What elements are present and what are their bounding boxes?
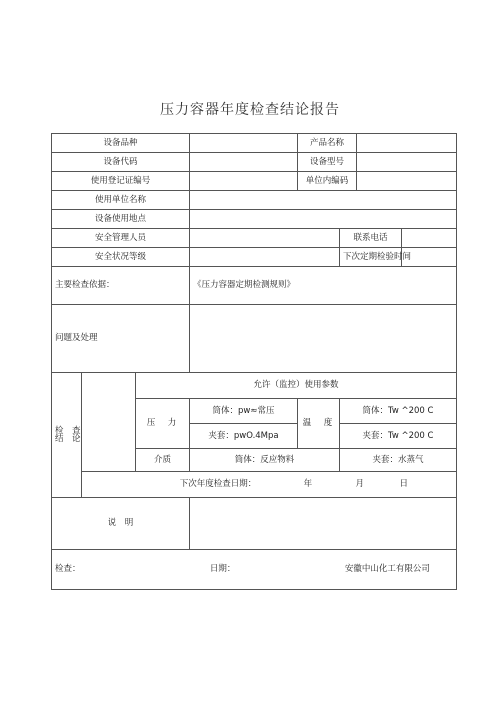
- registration-no-value[interactable]: [190, 172, 298, 191]
- row-footer: [52, 550, 457, 590]
- location-value[interactable]: [190, 210, 457, 229]
- location-label: 设备使用地点: [52, 210, 190, 229]
- problems-label: 问题及处理: [52, 305, 190, 373]
- row-location: [52, 210, 457, 229]
- row-next-date: [52, 472, 457, 498]
- equipment-model-label: 设备型号: [298, 153, 357, 172]
- date-label: 日期：: [209, 564, 236, 575]
- safety-manager-label: 安全管理人员: [52, 229, 190, 248]
- row-equipment-code: [52, 153, 457, 172]
- row-basis: [52, 267, 457, 305]
- report-table: [51, 133, 457, 590]
- conclusion-spacer: [82, 373, 136, 472]
- safety-grade-value[interactable]: [190, 248, 340, 267]
- conclusion-label: [52, 373, 82, 498]
- params-title: 允许（监控）使用参数: [136, 373, 457, 399]
- row-note: [52, 498, 457, 550]
- medium-shell: 筒体：反应物料: [190, 449, 340, 472]
- basis-value: 《压力容器定期检测规则》: [190, 267, 457, 305]
- pressure-shell: 筒体：pw≈常压: [190, 399, 298, 424]
- inspector-label: 检查：: [55, 564, 81, 575]
- next-date-year: 年: [303, 479, 313, 490]
- footer-cell: [52, 550, 457, 590]
- row-equipment-type: [52, 134, 457, 153]
- pressure-label: 压 力: [136, 399, 190, 449]
- note-label: 说 明: [52, 498, 190, 550]
- medium-jacket: 夹套：水蒸气: [340, 449, 457, 472]
- row-registration: [52, 172, 457, 191]
- next-date-cell: [82, 472, 457, 498]
- medium-label: 介质: [136, 449, 190, 472]
- company-name: 安徽中山化工有限公司: [344, 564, 430, 575]
- temperature-shell: 筒体：Tw ^200 C: [340, 399, 457, 424]
- safety-manager-value[interactable]: [190, 229, 340, 248]
- next-inspection-label: 下次定期检验时间: [340, 248, 402, 267]
- equipment-type-value[interactable]: [190, 134, 298, 153]
- internal-no-value[interactable]: [357, 172, 457, 191]
- row-safety-grade: [52, 248, 457, 267]
- user-unit-label: 使用单位名称: [52, 191, 190, 210]
- next-date-day: 日: [399, 479, 408, 490]
- row-user-unit: [52, 191, 457, 210]
- equipment-code-value[interactable]: [190, 153, 298, 172]
- pressure-jacket: 夹套：pwO.4Mpa: [190, 424, 298, 449]
- equipment-type-label: 设备品种: [52, 134, 190, 153]
- row-problems: [52, 305, 457, 373]
- temperature-jacket: 夹套：Tw ^200 C: [340, 424, 457, 449]
- problems-value[interactable]: [190, 305, 457, 373]
- equipment-code-label: 设备代码: [52, 153, 190, 172]
- phone-label: 联系电话: [340, 229, 402, 248]
- safety-grade-label: 安全状况等级: [52, 248, 190, 267]
- user-unit-value[interactable]: [190, 191, 457, 210]
- conclusion-label-line2: 结 论: [55, 434, 81, 444]
- row-params-title: [52, 373, 457, 399]
- report-title: 压力容器年度检查结论报告: [160, 102, 340, 118]
- basis-label: 主要检查依据：: [52, 267, 190, 305]
- next-date-label: 下次年度检查日期：: [179, 479, 257, 490]
- product-name-value[interactable]: [357, 134, 457, 153]
- next-date-month: 月: [355, 479, 365, 490]
- row-safety-manager: [52, 229, 457, 248]
- equipment-model-value[interactable]: [357, 153, 457, 172]
- product-name-label: 产品名称: [298, 134, 357, 153]
- conclusion-label-line1: 检 查: [55, 425, 81, 436]
- temperature-label: 温 度: [298, 399, 340, 449]
- internal-no-label: 单位内编码: [298, 172, 357, 191]
- note-value[interactable]: [190, 498, 457, 550]
- registration-no-label: 使用登记证编号: [52, 172, 190, 191]
- phone-value[interactable]: [402, 229, 457, 248]
